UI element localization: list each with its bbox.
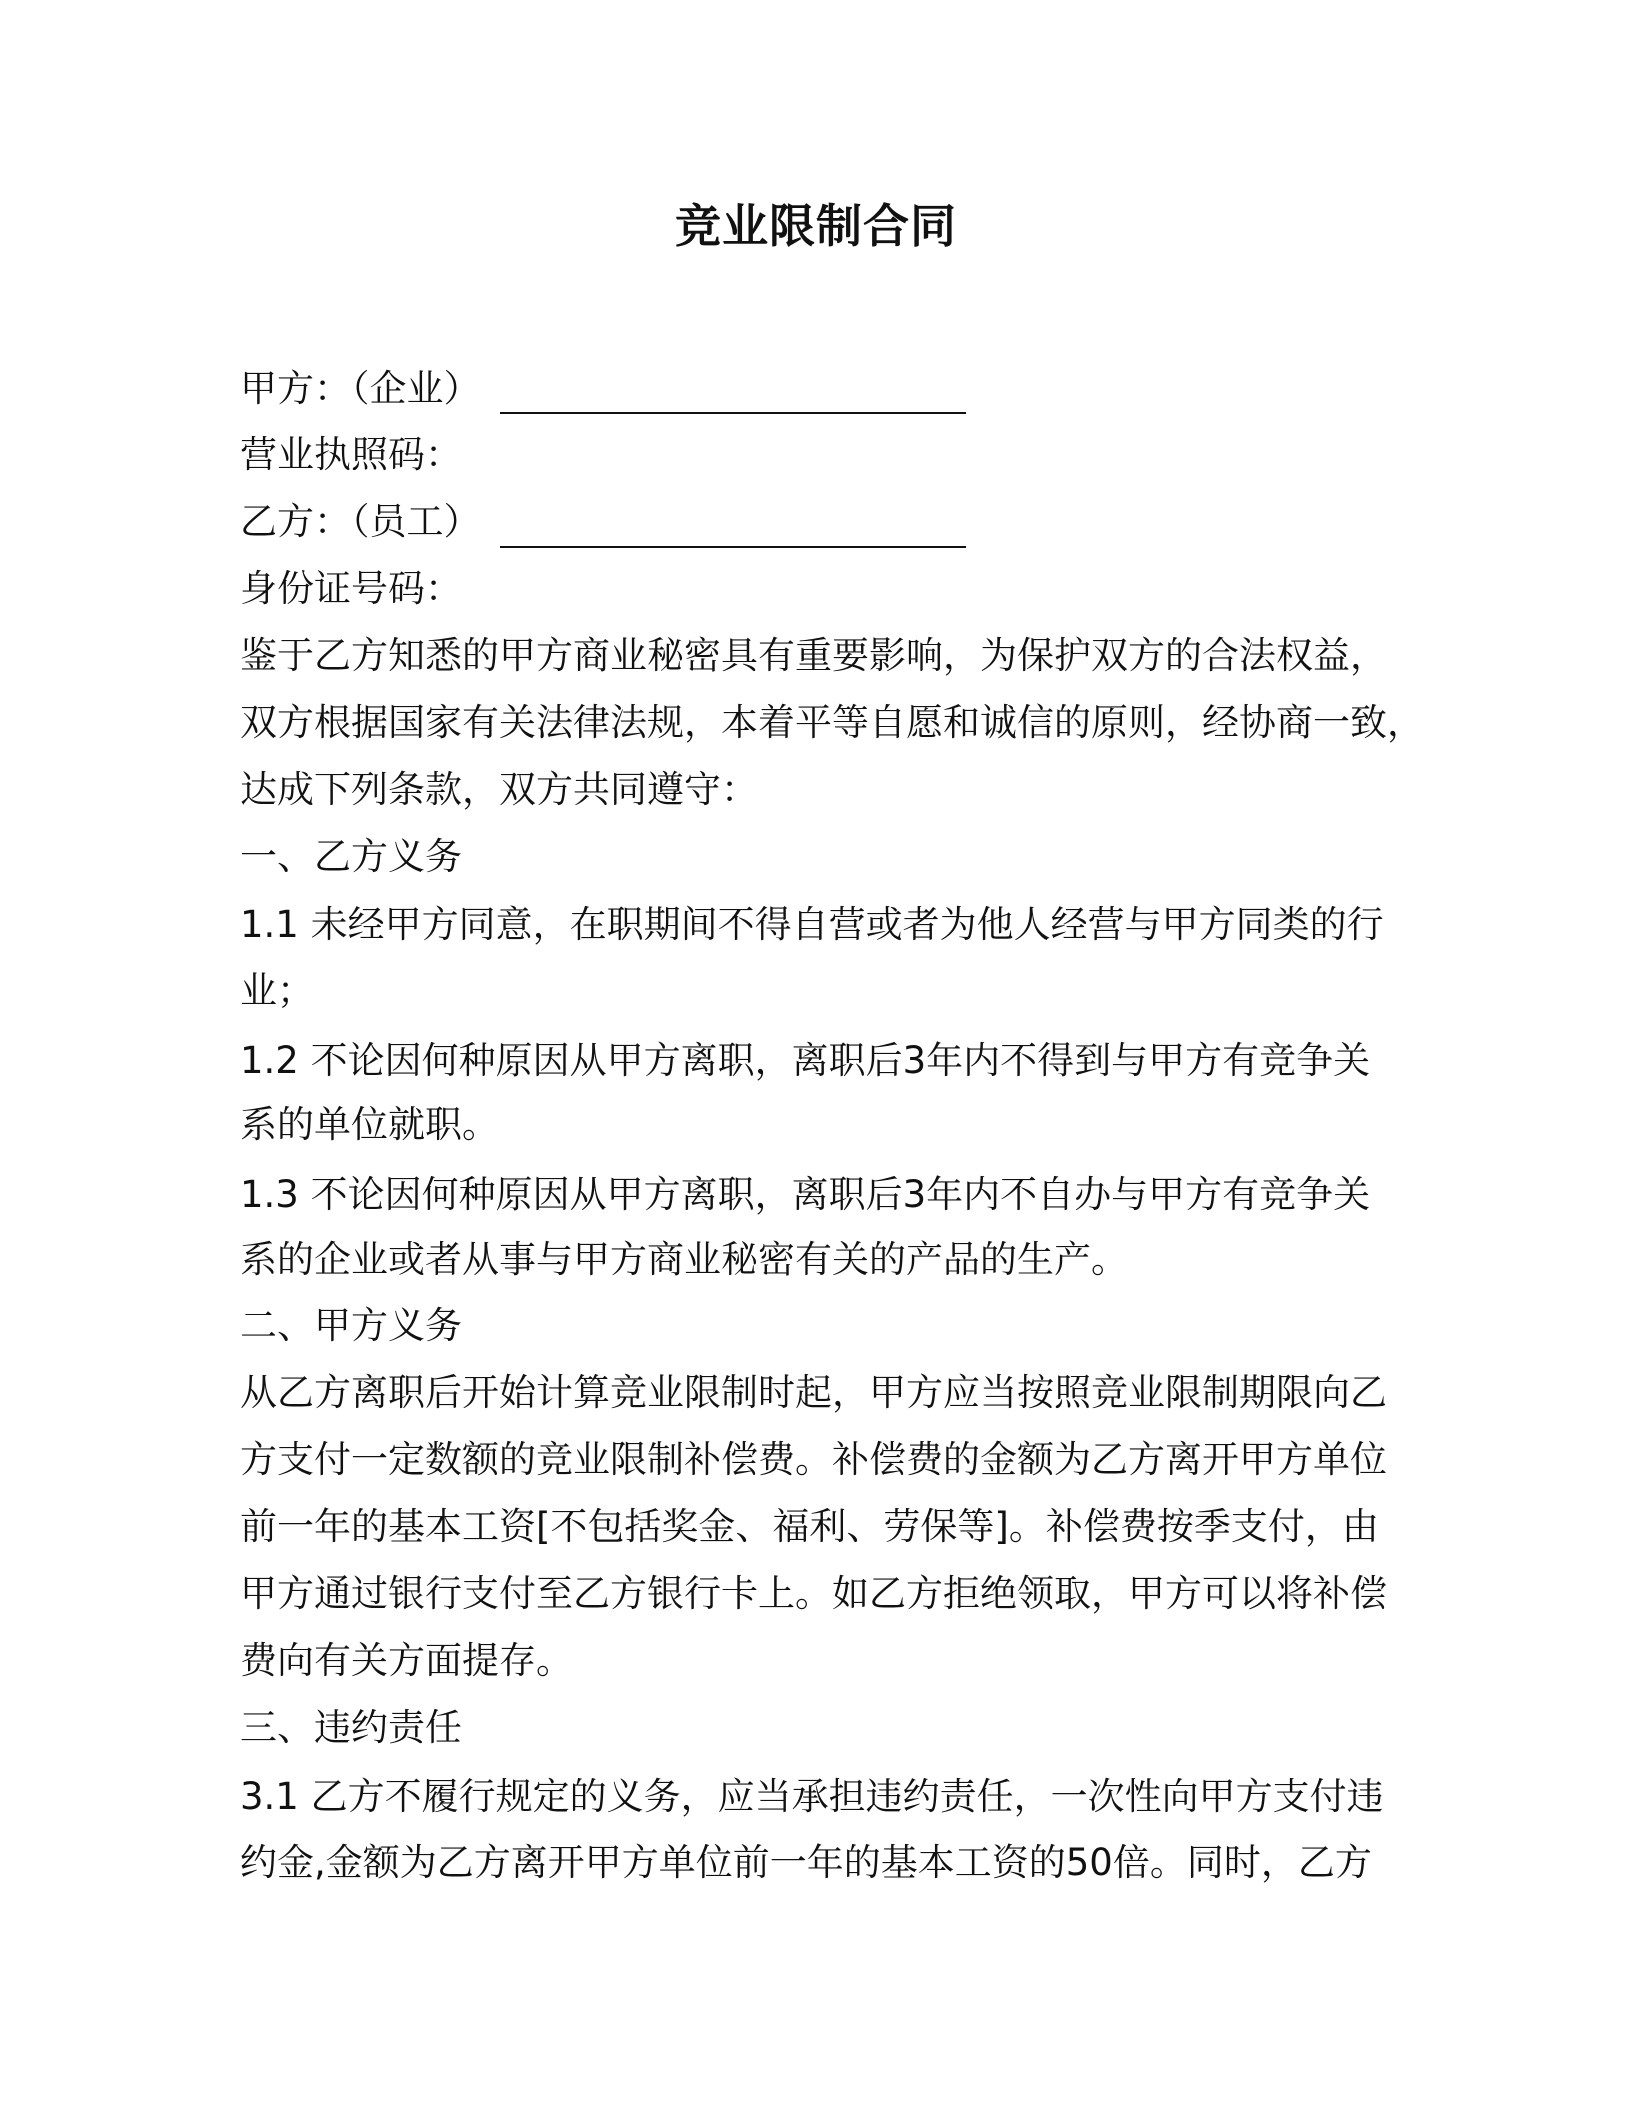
preamble-line: 双方根据国家有关法律法规，本着平等自愿和诚信的原则，经协商一致， [240, 701, 1424, 744]
party-b-label: 乙方：（员工） [240, 500, 481, 543]
section-2-line: 前一年的基本工资[不包括奖金、福利、劳保等]。补偿费按季支付，由 [240, 1505, 1379, 1548]
clause-1-1-line: 1.1 未经甲方同意，在职期间不得自营或者为他人经营与甲方同类的行 [240, 903, 1384, 946]
section-2-heading: 二、甲方义务 [240, 1304, 462, 1347]
party-a-blank-line[interactable] [500, 412, 966, 414]
clause-1-3-line: 1.3 不论因何种原因从甲方离职，离职后3年内不自办与甲方有竞争关 [240, 1173, 1371, 1216]
section-1-heading: 一、乙方义务 [240, 835, 462, 878]
document-title: 竞业限制合同 [675, 199, 957, 253]
business-license-label: 营业执照码： [240, 433, 462, 476]
clause-3-1-line: 3.1 乙方不履行规定的义务，应当承担违约责任，一次性向甲方支付违 [240, 1775, 1384, 1818]
section-3-heading: 三、违约责任 [240, 1706, 462, 1749]
preamble-line: 达成下列条款，双方共同遵守： [240, 768, 758, 811]
clause-1-2-line: 系的单位就职。 [240, 1103, 499, 1146]
section-2-line: 从乙方离职后开始计算竞业限制时起，甲方应当按照竞业限制期限向乙 [240, 1371, 1387, 1414]
section-2-line: 甲方通过银行支付至乙方银行卡上。如乙方拒绝领取，甲方可以将补偿 [240, 1572, 1387, 1615]
party-a-label: 甲方：（企业） [240, 367, 481, 410]
clause-1-3-line: 系的企业或者从事与甲方商业秘密有关的产品的生产。 [240, 1238, 1128, 1281]
party-b-blank-line[interactable] [500, 546, 966, 548]
section-2-line: 费向有关方面提存。 [240, 1639, 573, 1682]
id-number-label: 身份证号码： [240, 567, 462, 610]
section-2-line: 方支付一定数额的竞业限制补偿费。补偿费的金额为乙方离开甲方单位 [240, 1438, 1387, 1481]
clause-1-2-line: 1.2 不论因何种原因从甲方离职，离职后3年内不得到与甲方有竞争关 [240, 1039, 1371, 1082]
preamble-line: 鉴于乙方知悉的甲方商业秘密具有重要影响，为保护双方的合法权益， [240, 634, 1387, 677]
clause-3-1-line: 约金,金额为乙方离开甲方单位前一年的基本工资的50倍。同时，乙方 [240, 1841, 1372, 1884]
clause-1-1-line: 业； [240, 969, 314, 1012]
